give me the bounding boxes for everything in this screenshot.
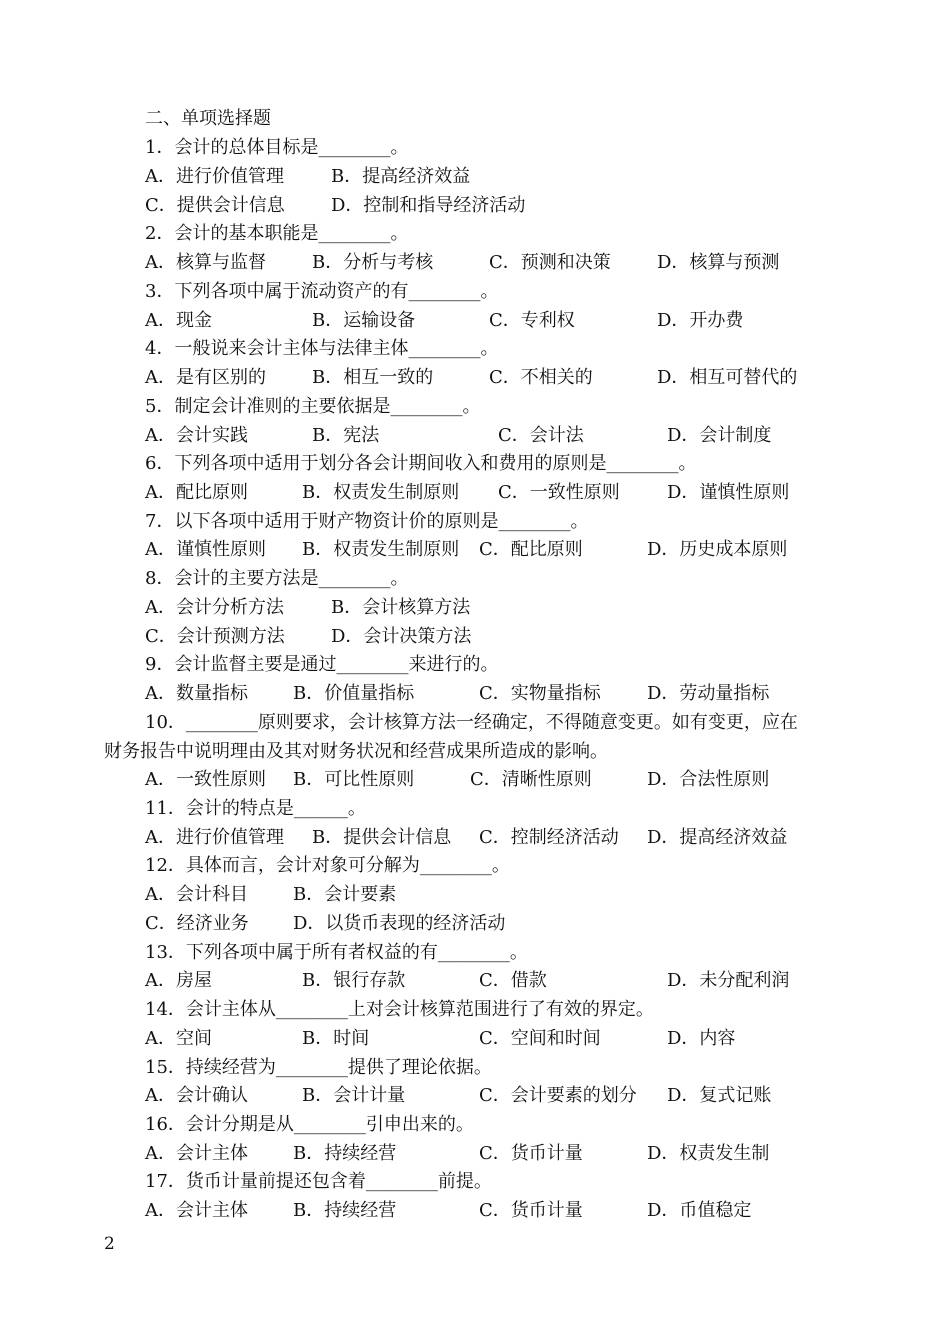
option-d: D．内容 <box>667 1028 736 1049</box>
option-d: D．相互可替代的 <box>657 367 798 388</box>
question-2: 2．会计的基本职能是________。 <box>145 223 409 244</box>
question-11-options <box>0 827 950 851</box>
option-b: B．分析与考核 <box>312 252 434 273</box>
option-c: C．一致性原则 <box>498 482 620 503</box>
question-3: 3．下列各项中属于流动资产的有________。 <box>145 281 499 302</box>
option-a: A．现金 <box>145 310 212 331</box>
option-b: B．提高经济效益 <box>331 166 471 187</box>
option-c: C．经济业务 <box>145 913 249 934</box>
option-b: B．权责发生制原则 <box>302 539 460 560</box>
question-8-options-2 <box>0 626 950 650</box>
question-4: 4．一般说来会计主体与法律主体________。 <box>145 338 499 359</box>
option-b: B．提供会计信息 <box>312 827 452 848</box>
option-b: B．会计计量 <box>302 1085 406 1106</box>
option-c: C．预测和决策 <box>489 252 611 273</box>
question-7: 7．以下各项中适用于财产物资计价的原则是________。 <box>145 511 589 532</box>
option-a: A．是有区别的 <box>145 367 266 388</box>
option-d: D．提高经济效益 <box>647 827 788 848</box>
question-7-options <box>0 539 950 563</box>
question-8-options <box>0 597 950 621</box>
option-a: A．一致性原则 <box>145 769 266 790</box>
question-10-line-1: 10．________原则要求，会计核算方法一经确定，不得随意变更。如有变更，应在 <box>145 712 798 733</box>
option-a: A．进行价值管理 <box>145 827 284 848</box>
option-c: C．提供会计信息 <box>145 195 285 216</box>
option-c: C．配比原则 <box>479 539 583 560</box>
option-d: D．会计制度 <box>667 425 772 446</box>
option-d: D．未分配利润 <box>667 970 790 991</box>
option-d: D．以货币表现的经济活动 <box>293 913 506 934</box>
option-a: A．会计主体 <box>145 1143 248 1164</box>
option-a: A．谨慎性原则 <box>145 539 266 560</box>
option-c: C．借款 <box>479 970 547 991</box>
option-d: D．劳动量指标 <box>647 683 770 704</box>
question-5-options <box>0 425 950 449</box>
question-16-options <box>0 1143 950 1167</box>
question-1-options-2 <box>0 195 950 219</box>
option-c: C．会计法 <box>498 425 584 446</box>
option-b: B．会计核算方法 <box>331 597 471 618</box>
question-11: 11．会计的特点是______。 <box>145 798 366 819</box>
option-c: C．空间和时间 <box>479 1028 601 1049</box>
option-d: D．开办费 <box>657 310 744 331</box>
option-b: B．价值量指标 <box>293 683 415 704</box>
question-16: 16．会计分期是从________引申出来的。 <box>145 1114 474 1135</box>
question-10-options <box>0 769 950 793</box>
question-5: 5．制定会计准则的主要依据是________。 <box>145 396 481 417</box>
question-4-options <box>0 367 950 391</box>
option-a: A．会计主体 <box>145 1200 248 1221</box>
question-6: 6．下列各项中适用于划分各会计期间收入和费用的原则是________。 <box>145 453 697 474</box>
option-c: C．控制经济活动 <box>479 827 619 848</box>
option-c: C．货币计量 <box>479 1143 583 1164</box>
option-a: A．空间 <box>145 1028 212 1049</box>
question-13-options <box>0 970 950 994</box>
question-17-options <box>0 1200 950 1224</box>
option-d: D．复式记账 <box>667 1085 772 1106</box>
question-12: 12．具体而言，会计对象可分解为________。 <box>145 855 510 876</box>
option-a: A．会计实践 <box>145 425 248 446</box>
question-6-options <box>0 482 950 506</box>
option-b: B．宪法 <box>312 425 380 446</box>
section-title: 二、单项选择题 <box>145 108 271 129</box>
option-b: B．运输设备 <box>312 310 416 331</box>
option-b: B．会计要素 <box>293 884 397 905</box>
question-3-options <box>0 310 950 334</box>
question-2-options <box>0 252 950 276</box>
option-d: D．历史成本原则 <box>647 539 788 560</box>
option-b: B．可比性原则 <box>293 769 415 790</box>
question-9: 9．会计监督主要是通过________来进行的。 <box>145 654 499 675</box>
question-9-options <box>0 683 950 707</box>
option-c: C．不相关的 <box>489 367 593 388</box>
option-a: A．会计科目 <box>145 884 248 905</box>
option-c: C．实物量指标 <box>479 683 601 704</box>
question-1-options <box>0 166 950 190</box>
option-c: C．清晰性原则 <box>470 769 592 790</box>
page-number: 2 <box>104 1234 115 1254</box>
question-13: 13．下列各项中属于所有者权益的有________。 <box>145 942 528 963</box>
option-a: A．房屋 <box>145 970 212 991</box>
question-8: 8．会计的主要方法是________。 <box>145 568 409 589</box>
option-a: A．配比原则 <box>145 482 248 503</box>
option-d: D．合法性原则 <box>647 769 770 790</box>
question-1: 1．会计的总体目标是________。 <box>145 137 409 158</box>
question-14: 14．会计主体从________上对会计核算范围进行了有效的界定。 <box>145 999 654 1020</box>
option-d: D．会计决策方法 <box>331 626 472 647</box>
option-d: D．权责发生制 <box>647 1143 770 1164</box>
option-a: A．会计确认 <box>145 1085 248 1106</box>
option-b: B．银行存款 <box>302 970 406 991</box>
option-a: A．会计分析方法 <box>145 597 284 618</box>
option-d: D．控制和指导经济活动 <box>331 195 526 216</box>
option-b: B．时间 <box>302 1028 370 1049</box>
option-a: A．数量指标 <box>145 683 248 704</box>
question-15-options <box>0 1085 950 1109</box>
option-d: D．谨慎性原则 <box>667 482 790 503</box>
option-b: B．权责发生制原则 <box>302 482 460 503</box>
option-c: C．会计预测方法 <box>145 626 285 647</box>
question-10-line-2: 财务报告中说明理由及其对财务状况和经营成果所造成的影响。 <box>104 741 608 762</box>
question-12-options-2 <box>0 913 950 937</box>
option-c: C．货币计量 <box>479 1200 583 1221</box>
option-b: B．持续经营 <box>293 1143 397 1164</box>
option-a: A．核算与监督 <box>145 252 266 273</box>
option-a: A．进行价值管理 <box>145 166 284 187</box>
question-14-options <box>0 1028 950 1052</box>
question-15: 15．持续经营为________提供了理论依据。 <box>145 1057 492 1078</box>
option-c: C．专利权 <box>489 310 575 331</box>
option-d: D．核算与预测 <box>657 252 780 273</box>
option-c: C．会计要素的划分 <box>479 1085 637 1106</box>
option-d: D．币值稳定 <box>647 1200 752 1221</box>
question-12-options <box>0 884 950 908</box>
option-b: B．持续经营 <box>293 1200 397 1221</box>
question-17: 17．货币计量前提还包含着________前提。 <box>145 1171 492 1192</box>
option-b: B．相互一致的 <box>312 367 434 388</box>
